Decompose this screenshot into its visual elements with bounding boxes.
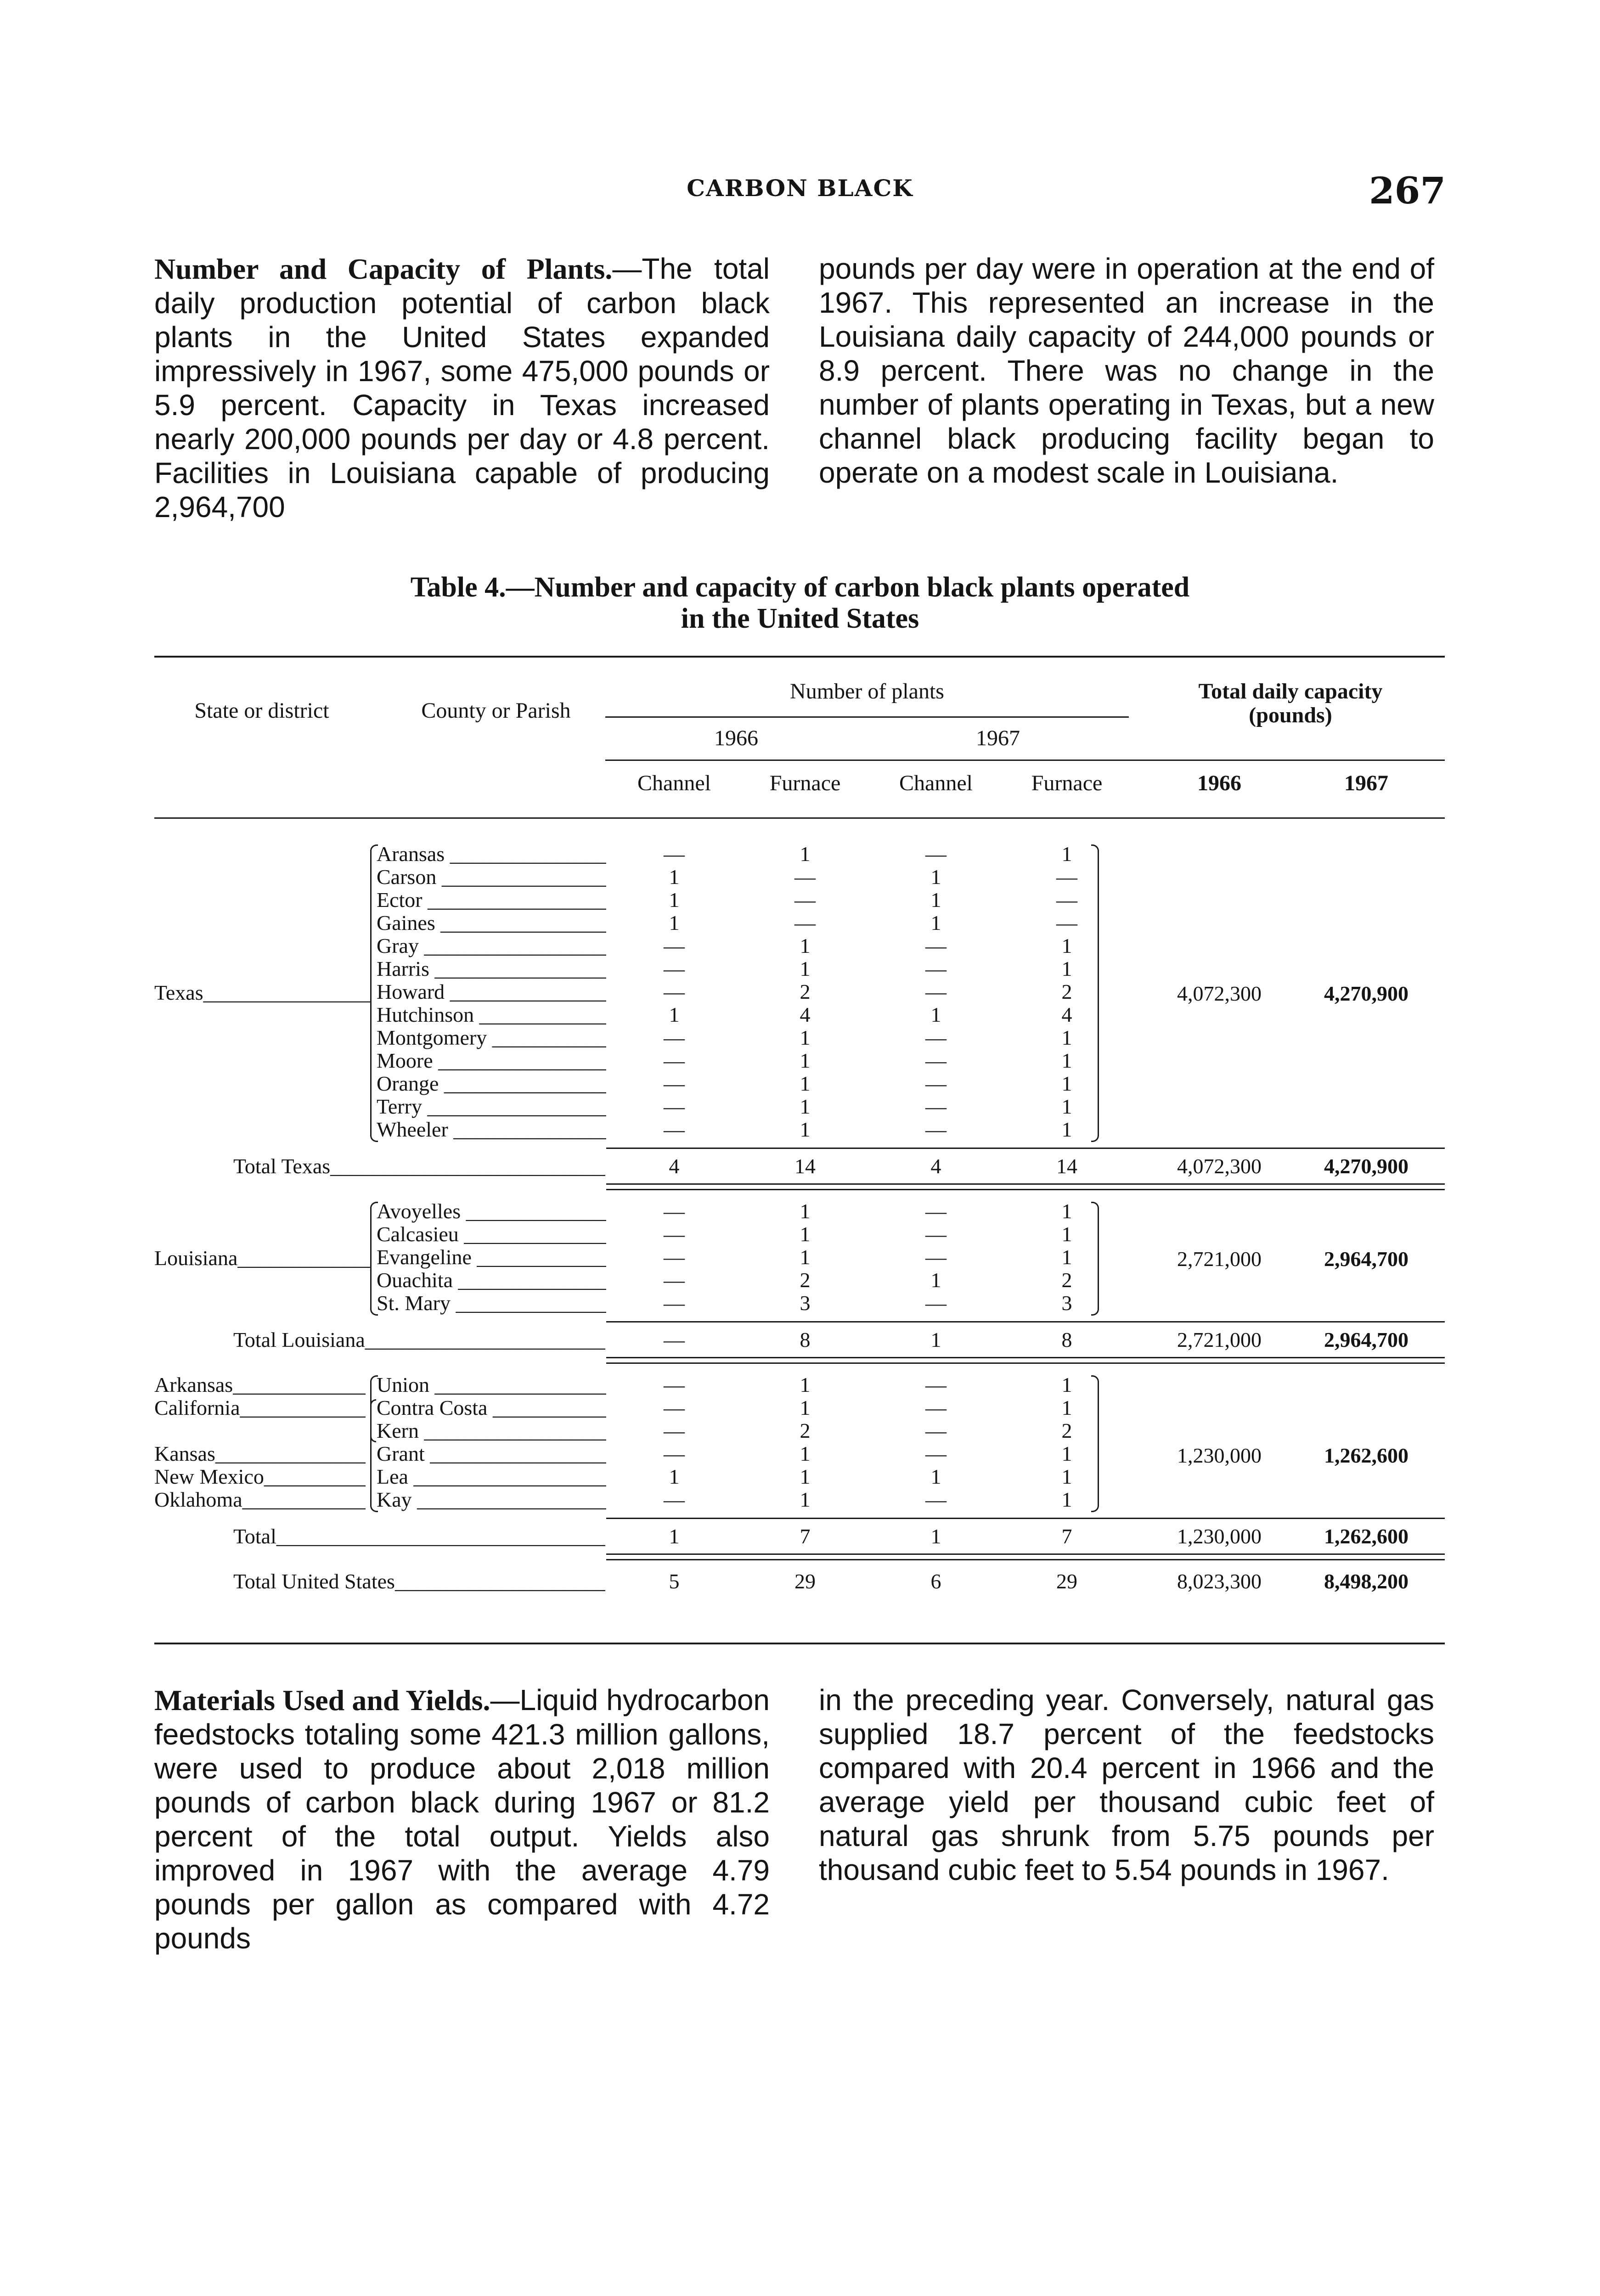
table-row xyxy=(0,957,1600,980)
county-name: Aransas _____ xyxy=(377,843,606,866)
california-brace xyxy=(370,1399,376,1442)
cell-furnace-1966: 1 xyxy=(800,1118,811,1141)
cell-furnace-1966: — xyxy=(794,888,816,912)
table-row xyxy=(0,866,1600,889)
total-channel-1967: 6 xyxy=(930,1570,941,1593)
cell-channel-1966: — xyxy=(664,1095,685,1118)
texas-capacity-1966: 4,072,300 xyxy=(1177,982,1262,1005)
cell-furnace-1967: 1 xyxy=(1061,1465,1072,1488)
cell-channel-1967: 1 xyxy=(930,1465,941,1488)
county-name: Avoyelles _____ xyxy=(377,1200,606,1223)
cell-channel-1967: — xyxy=(925,1049,946,1072)
louisiana-county-brace xyxy=(370,1202,378,1316)
county-name: Terry _____ xyxy=(377,1095,606,1118)
cell-channel-1966: — xyxy=(664,1199,685,1223)
cell-furnace-1967: 1 xyxy=(1061,957,1072,980)
louisiana-total-double-rule xyxy=(606,1357,1445,1364)
header-furnace-1966: Furnace xyxy=(769,771,841,795)
louisiana-capacity-1966: 2,721,000 xyxy=(1177,1247,1262,1271)
total-channel-1966: 4 xyxy=(669,1154,680,1178)
state-louisiana: Louisiana _____ xyxy=(154,1246,370,1270)
cell-channel-1966: — xyxy=(664,1072,685,1095)
total-capacity-1966: 8,023,300 xyxy=(1177,1570,1262,1593)
other-capacity-brace xyxy=(1091,1375,1099,1512)
cell-channel-1967: — xyxy=(925,934,946,957)
county-name: Contra Costa _____ xyxy=(377,1396,606,1419)
cell-channel-1967: — xyxy=(925,1222,946,1246)
county-name: Howard _____ xyxy=(377,980,606,1003)
county-name: Calcasieu _____ xyxy=(377,1223,606,1246)
table-row xyxy=(0,1200,1600,1223)
cell-furnace-1967: 1 xyxy=(1061,1442,1072,1465)
header-year-1967: 1967 xyxy=(976,726,1020,750)
total-capacity-1966: 1,230,000 xyxy=(1177,1525,1262,1548)
county-name: St. Mary _____ xyxy=(377,1292,606,1315)
cell-channel-1967: — xyxy=(925,1118,946,1141)
table-title-line2: in the United States xyxy=(681,603,919,634)
cell-furnace-1967: 4 xyxy=(1061,1003,1072,1026)
cell-channel-1966: — xyxy=(664,1419,685,1442)
table-row xyxy=(0,912,1600,934)
cell-furnace-1967: 1 xyxy=(1061,1072,1072,1095)
texas-county-brace xyxy=(370,844,378,1142)
cell-channel-1966: — xyxy=(664,980,685,1003)
cell-furnace-1966: 1 xyxy=(800,957,811,980)
state-texas: Texas _____ xyxy=(154,980,370,1005)
total-channel-1967: 1 xyxy=(930,1525,941,1548)
table-row xyxy=(0,1095,1600,1118)
cell-furnace-1967: 1 xyxy=(1061,1118,1072,1141)
table-row xyxy=(0,1465,1600,1488)
cell-channel-1966: — xyxy=(664,1026,685,1049)
cell-channel-1967: — xyxy=(925,1245,946,1269)
cell-channel-1966: — xyxy=(664,1488,685,1511)
total-capacity-1967: 8,498,200 xyxy=(1324,1570,1408,1593)
cell-channel-1967: 1 xyxy=(930,865,941,889)
cell-furnace-1966: 1 xyxy=(800,1222,811,1246)
other-capacity-1967: 1,262,600 xyxy=(1324,1444,1408,1467)
louisiana-subtotal-rule xyxy=(606,1321,1445,1322)
cell-channel-1967: — xyxy=(925,1072,946,1095)
cell-furnace-1967: 1 xyxy=(1061,1199,1072,1223)
cell-channel-1967: — xyxy=(925,1199,946,1223)
header-total-capacity: Total daily capacity (pounds) xyxy=(1198,679,1383,727)
state-name: Arkansas _____ xyxy=(154,1373,366,1396)
total-row xyxy=(0,1570,1600,1593)
county-name: Orange _____ xyxy=(377,1072,606,1095)
header-furnace-1967: Furnace xyxy=(1031,771,1103,795)
header-capacity-1967: 1967 xyxy=(1344,771,1388,795)
cell-channel-1967: — xyxy=(925,1373,946,1396)
cell-channel-1967: — xyxy=(925,1419,946,1442)
cell-furnace-1967: 1 xyxy=(1061,1488,1072,1511)
total-capacity-1966: 4,072,300 xyxy=(1177,1154,1262,1178)
table-row xyxy=(0,1419,1600,1442)
header-state: State or district xyxy=(194,698,329,723)
cell-furnace-1966: 2 xyxy=(800,980,811,1003)
intro-lead: Number and Capacity of Plants. xyxy=(154,253,613,285)
cell-channel-1966: — xyxy=(664,1222,685,1246)
cell-furnace-1966: 1 xyxy=(800,1095,811,1118)
table-row xyxy=(0,1373,1600,1396)
cell-channel-1967: 1 xyxy=(930,911,941,934)
materials-left-column xyxy=(154,1683,770,1955)
cell-furnace-1967: 1 xyxy=(1061,1373,1072,1396)
total-channel-1966: — xyxy=(664,1328,685,1351)
cell-channel-1966: 1 xyxy=(669,865,680,889)
cell-furnace-1966: — xyxy=(794,865,816,889)
table-row xyxy=(0,1049,1600,1072)
total-channel-1967: 4 xyxy=(930,1154,941,1178)
header-number-of-plants: Number of plants xyxy=(790,679,944,703)
cell-furnace-1967: 3 xyxy=(1061,1291,1072,1315)
cell-channel-1967: — xyxy=(925,842,946,866)
total-label: Total United States _____ xyxy=(233,1570,605,1593)
cell-furnace-1966: 4 xyxy=(800,1003,811,1026)
cell-channel-1966: 1 xyxy=(669,1003,680,1026)
total-label: Total _____ xyxy=(233,1525,605,1548)
cell-furnace-1967: 2 xyxy=(1061,1268,1072,1292)
cell-channel-1966: — xyxy=(664,1396,685,1419)
page-number: 267 xyxy=(1369,169,1446,212)
header-capacity-1966: 1966 xyxy=(1197,771,1241,795)
cell-channel-1966: — xyxy=(664,1373,685,1396)
cell-furnace-1967: 1 xyxy=(1061,1245,1072,1269)
cell-furnace-1966: 1 xyxy=(800,1072,811,1095)
louisiana-capacity-brace xyxy=(1091,1202,1099,1316)
state-name: Oklahoma _____ xyxy=(154,1488,366,1511)
cell-channel-1967: 1 xyxy=(930,888,941,912)
cell-furnace-1966: 1 xyxy=(800,1199,811,1223)
cell-furnace-1967: 1 xyxy=(1061,842,1072,866)
cell-channel-1966: — xyxy=(664,842,685,866)
county-name: Lea _____ xyxy=(377,1465,606,1488)
cell-channel-1967: 1 xyxy=(930,1268,941,1292)
running-head: CARBON BLACK xyxy=(687,174,913,202)
cell-furnace-1967: 1 xyxy=(1061,934,1072,957)
cell-furnace-1966: 1 xyxy=(800,842,811,866)
table-row xyxy=(0,1223,1600,1246)
texas-total-double-rule xyxy=(606,1183,1445,1190)
table-title-line1: Table 4.—Number and capacity of carbon black plants operated xyxy=(410,572,1190,603)
cell-furnace-1966: 2 xyxy=(800,1268,811,1292)
cell-channel-1967: — xyxy=(925,1095,946,1118)
header-channel-1966: Channel xyxy=(637,771,711,795)
cell-furnace-1967: 1 xyxy=(1061,1095,1072,1118)
county-name: Kay _____ xyxy=(377,1488,606,1511)
total-capacity-1967: 2,964,700 xyxy=(1324,1328,1408,1351)
total-furnace-1967: 14 xyxy=(1056,1154,1077,1178)
table-row xyxy=(0,1118,1600,1141)
cell-channel-1966: — xyxy=(664,1291,685,1315)
state-name: Kansas _____ xyxy=(154,1442,366,1465)
cell-furnace-1967: 2 xyxy=(1061,980,1072,1003)
cell-furnace-1967: — xyxy=(1056,888,1077,912)
cell-furnace-1966: 3 xyxy=(800,1291,811,1315)
header-county: County or Parish xyxy=(421,698,571,723)
table-row xyxy=(0,1072,1600,1095)
intro-right-text: pounds per day were in operation at the end of 1967. This represented an increase in the Louisiana daily capacity of 244,000 pounds or 8.9 percent. There was no change in the number of plants operating in Texas, but a new channel black producing facility began to operate on a modest scale in Louisiana. xyxy=(819,252,1434,489)
total-label: Total Louisiana _____ xyxy=(233,1328,605,1351)
total-furnace-1967: 8 xyxy=(1061,1328,1072,1351)
county-name: Ector _____ xyxy=(377,889,606,912)
county-name: Wheeler _____ xyxy=(377,1118,606,1141)
louisiana-capacity-1967: 2,964,700 xyxy=(1324,1247,1408,1271)
cell-channel-1967: — xyxy=(925,1026,946,1049)
intro-left-text: —The total daily production potential of carbon black plants in the United States expanded impressively in 1967, some 475,000 pounds or 5.9 percent. Capacity in Texas increased nearly 200,000 pounds per day or 4.8 percent. Facilities in Louisiana capable of producing 2,964,700 xyxy=(154,252,770,523)
cell-furnace-1966: 1 xyxy=(800,1049,811,1072)
county-name: Gaines _____ xyxy=(377,912,606,934)
header-channel-1967: Channel xyxy=(899,771,973,795)
total-row xyxy=(0,1328,1600,1351)
cell-furnace-1967: 1 xyxy=(1061,1026,1072,1049)
cell-furnace-1966: 1 xyxy=(800,1373,811,1396)
cell-channel-1966: 1 xyxy=(669,888,680,912)
county-name: Evangeline _____ xyxy=(377,1246,606,1269)
texas-capacity-1967: 4,270,900 xyxy=(1324,982,1408,1005)
table-bottom-rule xyxy=(154,1643,1445,1644)
cell-channel-1967: — xyxy=(925,1396,946,1419)
total-channel-1966: 1 xyxy=(669,1525,680,1548)
total-label: Total Texas _____ xyxy=(233,1155,605,1178)
other-total-double-rule xyxy=(606,1553,1445,1560)
county-name: Montgomery _____ xyxy=(377,1026,606,1049)
cell-channel-1967: 1 xyxy=(930,1003,941,1026)
total-furnace-1966: 29 xyxy=(794,1570,816,1593)
materials-right-column xyxy=(819,1683,1434,1887)
total-channel-1966: 5 xyxy=(669,1570,680,1593)
cell-channel-1967: — xyxy=(925,1442,946,1465)
table-row xyxy=(0,1396,1600,1419)
other-county-brace xyxy=(370,1375,378,1512)
table-row xyxy=(0,1269,1600,1292)
materials-lead: Materials Used and Yields. xyxy=(154,1684,490,1716)
materials-left-text: —Liquid hydrocarbon feedstocks totaling some 421.3 million gallons, were used to produce about 2,018 million pounds of carbon black during 1967 or 81.2 percent of the total output. Yields also improved in 1967 with the average 4.79 pounds per gallon as compared with 4.72 pounds xyxy=(154,1683,770,1955)
total-furnace-1966: 8 xyxy=(800,1328,811,1351)
cell-channel-1966: — xyxy=(664,1268,685,1292)
cell-furnace-1967: 1 xyxy=(1061,1396,1072,1419)
total-furnace-1967: 7 xyxy=(1061,1525,1072,1548)
cell-furnace-1966: 1 xyxy=(800,1396,811,1419)
cell-channel-1966: — xyxy=(664,1049,685,1072)
county-name: Moore _____ xyxy=(377,1049,606,1072)
total-furnace-1966: 14 xyxy=(794,1154,816,1178)
other-capacity-1966: 1,230,000 xyxy=(1177,1444,1262,1467)
county-name: Union _____ xyxy=(377,1373,606,1396)
cell-channel-1966: — xyxy=(664,1442,685,1465)
texas-capacity-brace xyxy=(1091,844,1099,1142)
cell-furnace-1966: 1 xyxy=(800,1245,811,1269)
table-row xyxy=(0,1292,1600,1315)
cell-furnace-1966: 2 xyxy=(800,1419,811,1442)
cell-channel-1967: — xyxy=(925,1488,946,1511)
table-row xyxy=(0,843,1600,866)
cell-channel-1966: — xyxy=(664,957,685,980)
total-row xyxy=(0,1525,1600,1548)
total-furnace-1966: 7 xyxy=(800,1525,811,1548)
cell-furnace-1967: — xyxy=(1056,911,1077,934)
total-capacity-1967: 1,262,600 xyxy=(1324,1525,1408,1548)
cell-channel-1966: — xyxy=(664,934,685,957)
county-name: Gray _____ xyxy=(377,934,606,957)
total-capacity-1966: 2,721,000 xyxy=(1177,1328,1262,1351)
other-subtotal-rule xyxy=(606,1518,1445,1519)
cell-furnace-1967: 1 xyxy=(1061,1222,1072,1246)
cell-furnace-1966: 1 xyxy=(800,1442,811,1465)
cell-furnace-1966: 1 xyxy=(800,934,811,957)
cell-channel-1966: — xyxy=(664,1245,685,1269)
state-name: California _____ xyxy=(154,1396,366,1419)
cell-furnace-1966: 1 xyxy=(800,1026,811,1049)
cell-channel-1966: 1 xyxy=(669,1465,680,1488)
cell-channel-1966: 1 xyxy=(669,911,680,934)
cell-furnace-1966: 1 xyxy=(800,1488,811,1511)
cell-channel-1966: — xyxy=(664,1118,685,1141)
county-name: Harris _____ xyxy=(377,957,606,980)
materials-right-text: in the preceding year. Conversely, natural gas supplied 18.7 percent of the feedstocks compared with 20.4 percent in 1966 and the average yield per thousand cubic feet of natural gas shrunk from 5.75 pounds per thousand cubic feet to 5.54 pounds in 1967. xyxy=(819,1683,1434,1886)
total-capacity-1967: 4,270,900 xyxy=(1324,1154,1408,1178)
cell-furnace-1966: 1 xyxy=(800,1465,811,1488)
county-name: Kern _____ xyxy=(377,1419,606,1442)
table-row xyxy=(0,934,1600,957)
cell-furnace-1967: 1 xyxy=(1061,1049,1072,1072)
county-name: Hutchinson _____ xyxy=(377,1003,606,1026)
county-name: Carson _____ xyxy=(377,866,606,889)
cell-furnace-1966: — xyxy=(794,911,816,934)
table-row xyxy=(0,1003,1600,1026)
cell-furnace-1967: 2 xyxy=(1061,1419,1072,1442)
cell-channel-1967: — xyxy=(925,1291,946,1315)
total-row xyxy=(0,1155,1600,1178)
table-row xyxy=(0,1488,1600,1511)
cell-channel-1967: — xyxy=(925,957,946,980)
texas-subtotal-rule xyxy=(606,1148,1445,1149)
cell-furnace-1967: — xyxy=(1056,865,1077,889)
table-row xyxy=(0,889,1600,912)
total-channel-1967: 1 xyxy=(930,1328,941,1351)
header-year-1966: 1966 xyxy=(714,726,758,750)
county-name: Ouachita _____ xyxy=(377,1269,606,1292)
table-row xyxy=(0,1026,1600,1049)
county-name: Grant _____ xyxy=(377,1442,606,1465)
total-furnace-1967: 29 xyxy=(1056,1570,1077,1593)
cell-channel-1967: — xyxy=(925,980,946,1003)
state-name: New Mexico _____ xyxy=(154,1465,366,1488)
